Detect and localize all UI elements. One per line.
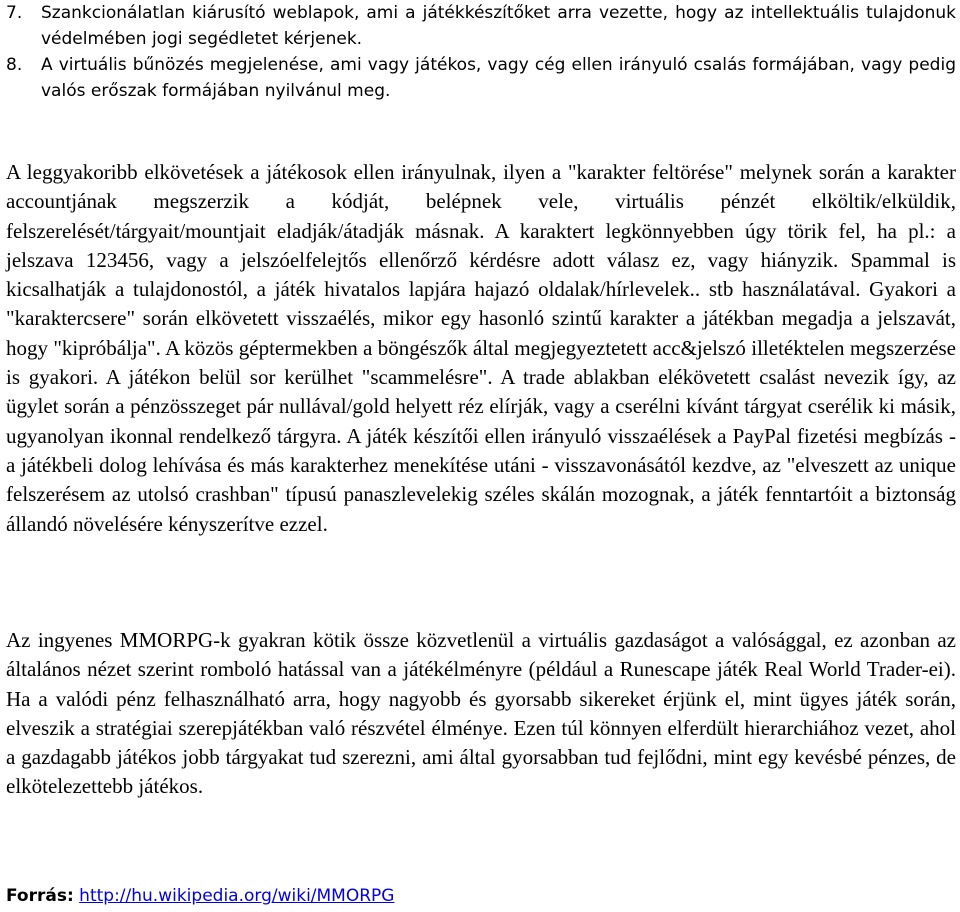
list-item-text: Szankcionálatlan kiárusító weblapok, ami a játékkészítőket arra vezette, hogy az intellektuális tulajdonuk védelmében jogi segédletet kérjenek. [41, 3, 956, 49]
list-item-number: 7. [6, 3, 23, 23]
source-line [6, 883, 394, 909]
list-item-number: 8. [6, 55, 23, 75]
paragraph-economy: Az ingyenes MMORPG-k gyakran kötik össze közvetlenül a virtuális gazdaságot a valósággal, ez azonban az általános nézet szerint romboló hatással van a játékélményre (például a Runescape játék Real World Trader-ei). Ha a valódi pénz felhasználható arra, hogy nagyobb és gyorsabb sikereket érjünk el, mint ügyes játék során, elveszik a stratégiai szerepjátékban való részvétel élménye. Ezen túl könnyen elferdült hierarchiához vezet, ahol a gazdagabb játékos jobb tárgyakat tud szerezni, ami által gyorsabban tud fejlődni, mint egy kevésbé pénzes, de elkötelezettebb játékos. [6, 628, 956, 799]
source-link[interactable]: http://hu.wikipedia.org/wiki/MMORPG [79, 886, 395, 906]
paragraph-abuses: A leggyakoribb elkövetések a játékosok ellen irányulnak, ilyen a "karakter feltörése" melynek során a karakter accountjának megszerzik a kódját, belépnek vele, virtuális pénzét elköltik/elküldik, felszerelését/tárgyait/mountjait eladják/átadják másnak. A karaktert legkönnyebben úgy törik fel, ha pl.: a jelszava 123456, vagy a jelszóelfelejtős ellenőrző kérdésre adott válasz ez, vagy hiányzik. Spammal is kicsalhatják a tulajdonostól, a játék hivatalos lapjára hajazó oldalak/hírlevelek.. stb használatával. Gyakori a "karaktercsere" során elkövetett visszaélés, mikor egy hasonló szintű karakter a játékban megadja a jelszavát, hogy "kipróbálja". A közös géptermekben a böngészők által megjegyeztetett acc&jelszó illetéktelen megszerzése is gyakori. A játékon belül sor kerülhet "scammelésre". A trade ablakban elékövetett csalást nevezik így, az ügylet során a pénzösszeget pár nullával/gold helyett réz elírják, vagy a cserélni kívánt tárgyat cserélik ki másik, ugyanolyan ikonnal rendelkező tárgyra. A játék készítői ellen irányuló visszaélések a PayPal fizetési megbízás - a játékbeli dolog lehívása és más karakterhez menekítése utáni - visszavonásától kezdve, az "elveszett az unique felszerésem az utolsó crashban" típusú panaszlevelekig széles skálán mozognak, a játék fenntartóit a biztonság állandó növelésére kényszerítve ezzel. [6, 160, 956, 536]
numbered-list [6, 0, 956, 104]
source-label: Forrás: [6, 886, 74, 906]
list-item-text: A virtuális bűnözés megjelenése, ami vagy játékos, vagy cég ellen irányuló csalás formájában, vagy pedig valós erőszak formájában nyilvánul meg. [41, 55, 956, 101]
list-item [6, 52, 956, 104]
list-item [6, 0, 956, 52]
